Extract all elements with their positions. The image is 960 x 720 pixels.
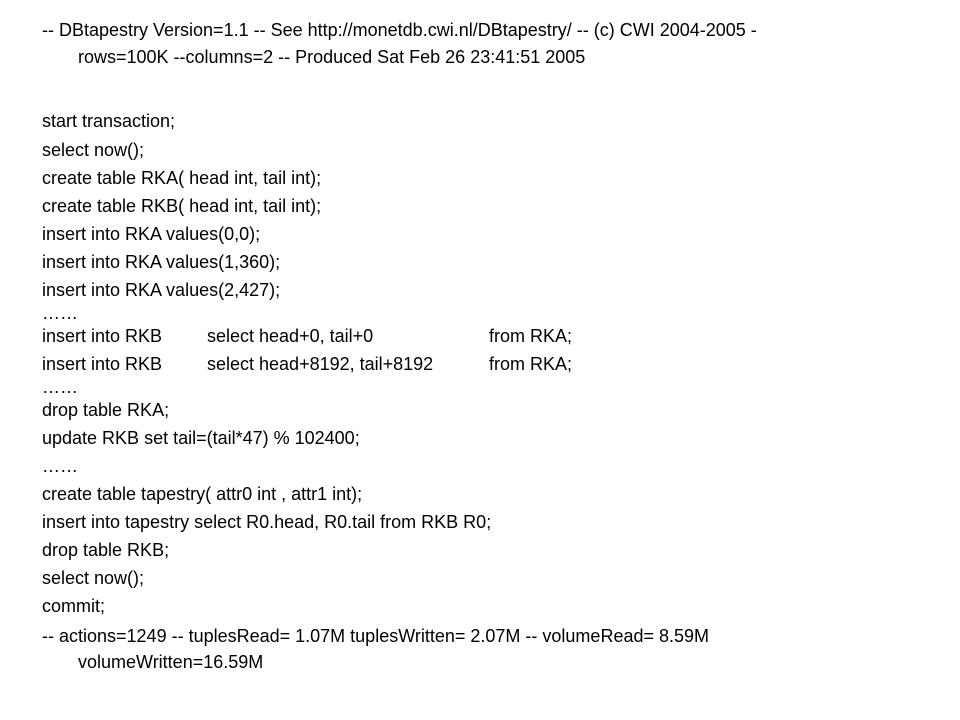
stmt-insert-rka-2: insert into RKA values(2,427);: [42, 280, 281, 300]
insert-rkb-from: from RKA;: [489, 326, 573, 346]
footer-stats-line-2: volumeWritten=16.59M: [78, 652, 264, 672]
ellipsis-2: ……: [42, 377, 78, 397]
stmt-update-rkb: update RKB set tail=(tail*47) % 102400;: [42, 428, 360, 448]
insert-rkb-select: select head+0, tail+0: [207, 326, 374, 346]
stmt-insert-rka-1: insert into RKA values(1,360);: [42, 252, 281, 272]
insert-rkb-from: from RKA;: [489, 354, 573, 374]
stmt-drop-rkb: drop table RKB;: [42, 540, 170, 560]
stmt-drop-rka: drop table RKA;: [42, 400, 170, 420]
header-comment-line-2: rows=100K --columns=2 -- Produced Sat Feb 26 23:41:51 2005: [78, 47, 586, 67]
insert-rkb-target: insert into RKB: [42, 354, 163, 374]
stmt-select-now-1: select now();: [42, 140, 145, 160]
insert-rkb-target: insert into RKB: [42, 326, 163, 346]
stmt-create-rkb: create table RKB( head int, tail int);: [42, 196, 322, 216]
stmt-insert-tapestry: insert into tapestry select R0.head, R0.tail from RKB R0;: [42, 512, 492, 532]
ellipsis-1: ……: [42, 303, 78, 323]
header-comment-line-1: -- DBtapestry Version=1.1 -- See http://monetdb.cwi.nl/DBtapestry/ -- (c) CWI 2004-2005 -: [42, 20, 757, 40]
stmt-commit: commit;: [42, 596, 105, 616]
stmt-start-transaction: start transaction;: [42, 111, 176, 131]
stmt-insert-rka-0: insert into RKA values(0,0);: [42, 224, 261, 244]
stmt-create-rka: create table RKA( head int, tail int);: [42, 168, 322, 188]
insert-rkb-select: select head+8192, tail+8192: [207, 354, 434, 374]
stmt-select-now-2: select now();: [42, 568, 145, 588]
stmt-create-tapestry: create table tapestry( attr0 int , attr1 int);: [42, 484, 363, 504]
footer-stats-line-1: -- actions=1249 -- tuplesRead= 1.07M tuplesWritten= 2.07M -- volumeRead= 8.59M: [42, 626, 710, 646]
ellipsis-3: ……: [42, 456, 78, 476]
